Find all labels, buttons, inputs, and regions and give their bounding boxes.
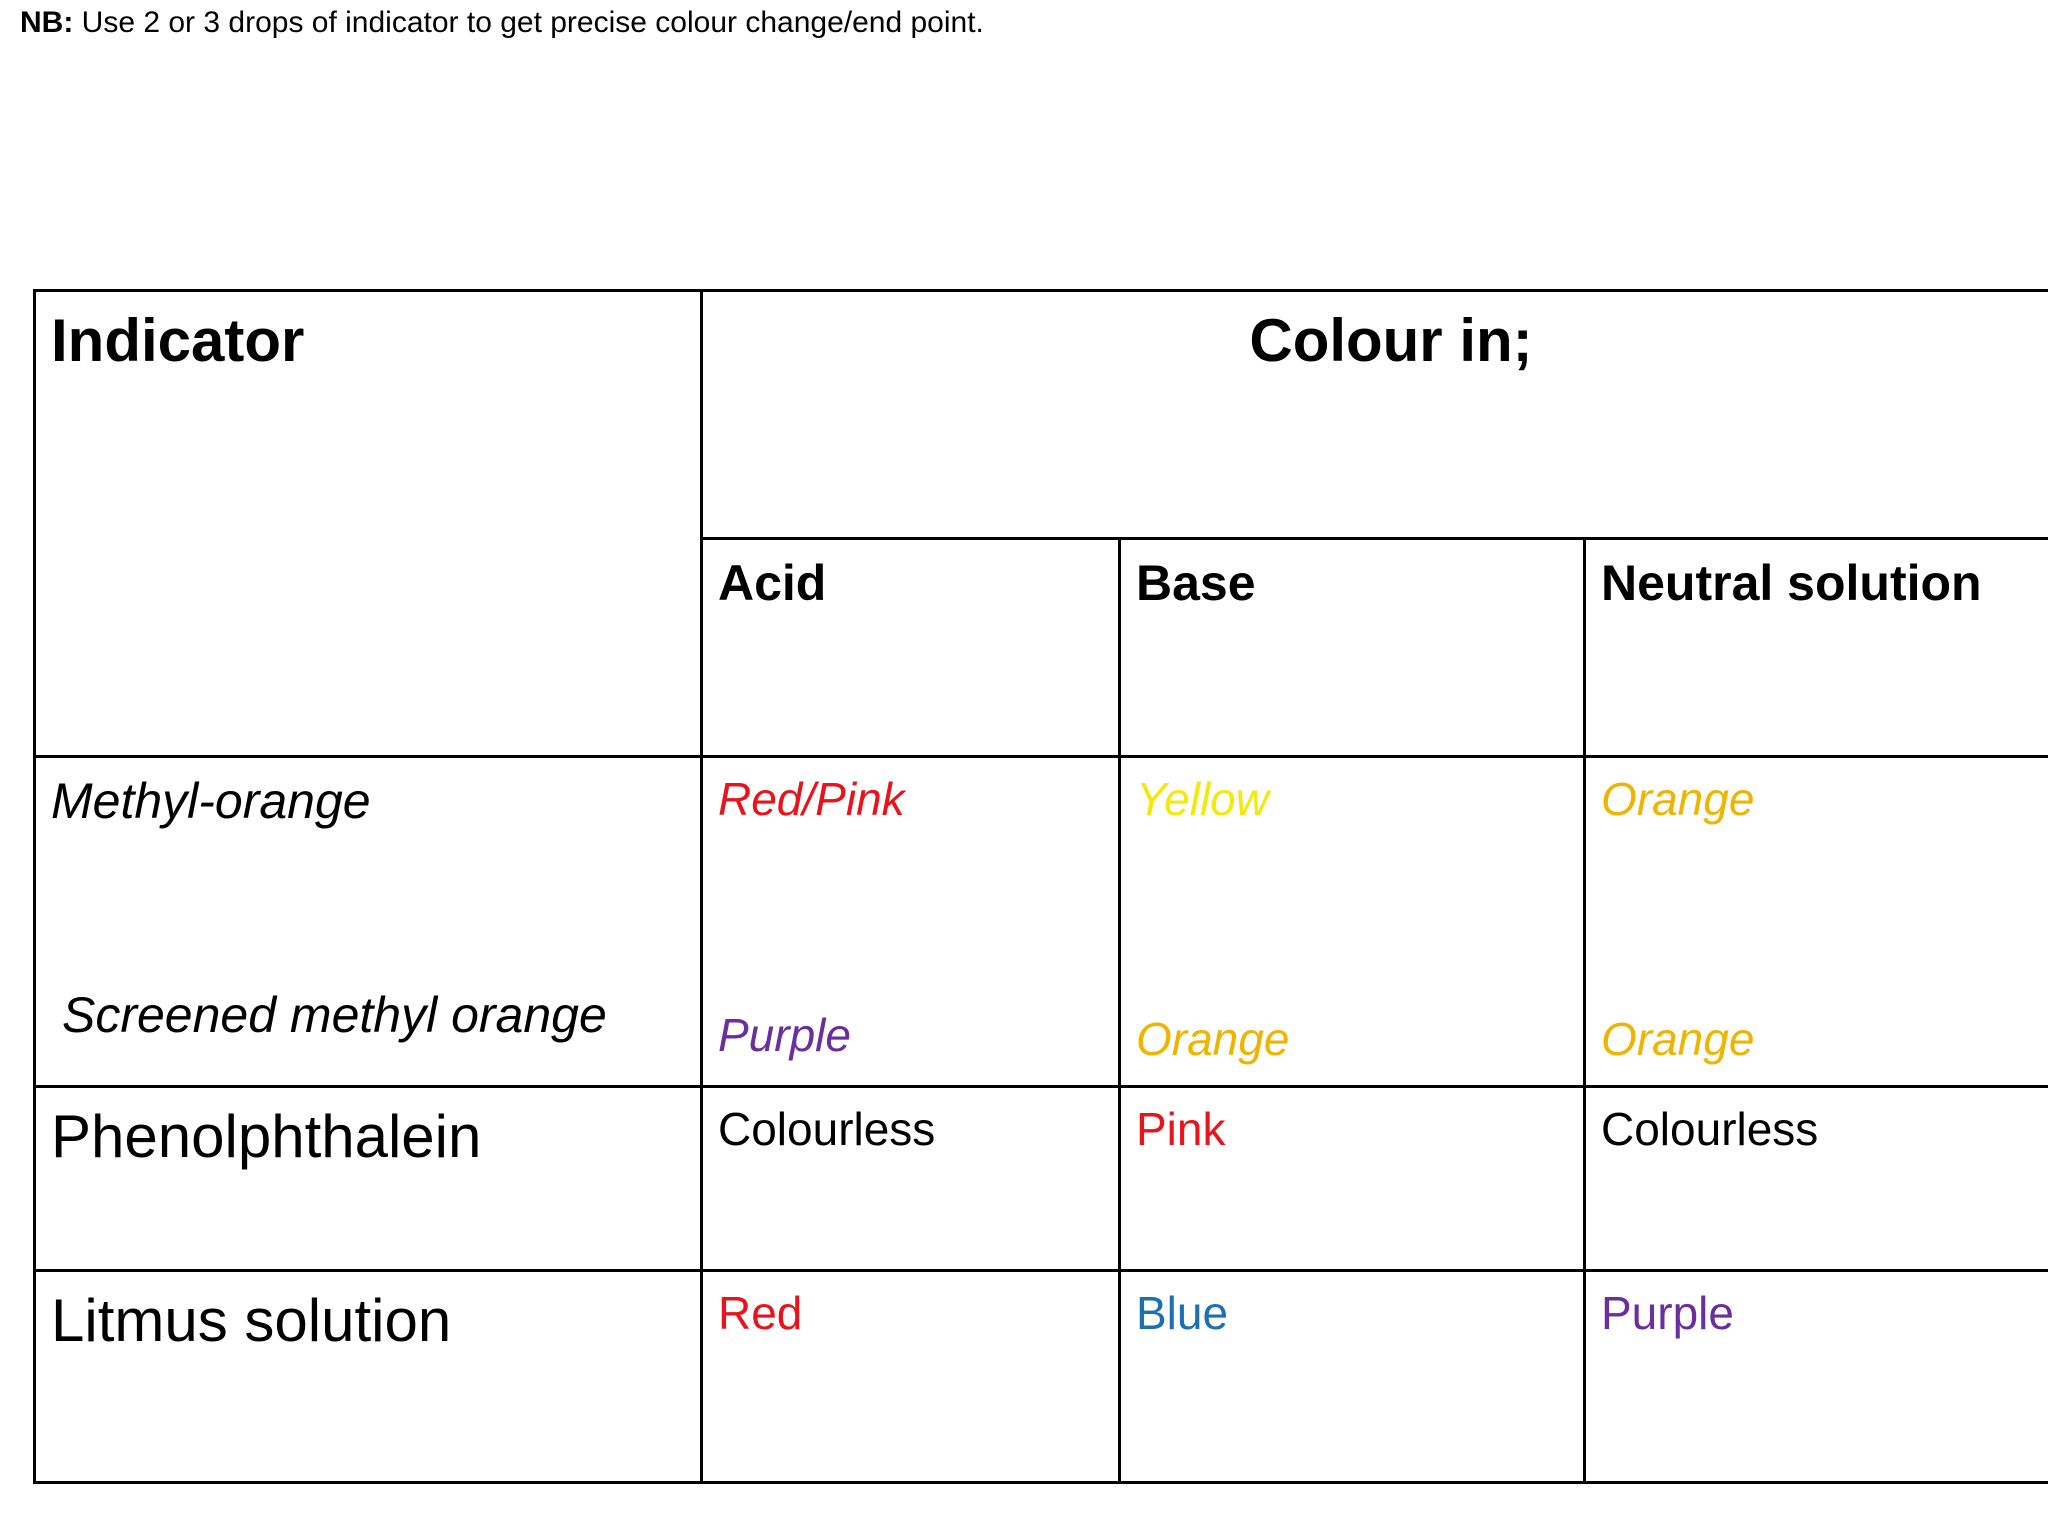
indicator-cell bbox=[35, 1087, 702, 1271]
header-base: Base bbox=[1136, 555, 1256, 611]
neutral-cell bbox=[1585, 1271, 2048, 1483]
indicator-name: Phenolphthalein bbox=[51, 1103, 482, 1170]
acid-cell bbox=[702, 757, 1120, 1087]
indicator-cell bbox=[35, 1271, 702, 1483]
acid-cell bbox=[702, 1271, 1120, 1483]
indicator-name: Litmus solution bbox=[51, 1287, 452, 1354]
indicator-table bbox=[33, 289, 2048, 1484]
header-base-cell bbox=[1120, 539, 1585, 757]
neutral-cell bbox=[1585, 757, 2048, 1087]
base-value: Pink bbox=[1136, 1103, 1226, 1155]
acid-value: Red bbox=[718, 1287, 803, 1339]
acid-value: Red/Pink bbox=[718, 773, 905, 825]
neutral-value: Colourless bbox=[1601, 1103, 1819, 1155]
neutral-value: Purple bbox=[1601, 1287, 1734, 1339]
indicator-cell bbox=[35, 757, 702, 1087]
header-indicator-cell bbox=[35, 291, 702, 757]
neutral-cell bbox=[1585, 1087, 2048, 1271]
indicator-name: Methyl-orange bbox=[51, 773, 371, 829]
base-value: Yellow bbox=[1136, 773, 1269, 825]
acid-cell bbox=[702, 1087, 1120, 1271]
base-value: Orange bbox=[1136, 1013, 1290, 1065]
indicator-name: Screened methyl orange bbox=[62, 987, 607, 1043]
note-prefix: NB: bbox=[20, 6, 74, 39]
acid-value: Colourless bbox=[718, 1103, 936, 1155]
acid-value: Purple bbox=[718, 1009, 851, 1061]
header-colour-in: Colour in; bbox=[1249, 307, 1533, 374]
table-row bbox=[35, 1271, 2048, 1483]
neutral-value: Orange bbox=[1601, 773, 1755, 825]
base-value: Blue bbox=[1136, 1287, 1229, 1339]
header-neutral: Neutral solution bbox=[1601, 555, 1982, 611]
table-row bbox=[35, 757, 2048, 1087]
header-indicator: Indicator bbox=[51, 307, 305, 374]
base-cell bbox=[1120, 757, 1585, 1087]
header-acid-cell bbox=[702, 539, 1120, 757]
header-colour-in-cell bbox=[702, 291, 2048, 539]
base-cell bbox=[1120, 1087, 1585, 1271]
table-row bbox=[35, 1087, 2048, 1271]
header-neutral-cell bbox=[1585, 539, 2048, 757]
header-acid: Acid bbox=[718, 555, 827, 611]
neutral-value: Orange bbox=[1601, 1013, 1755, 1065]
base-cell bbox=[1120, 1271, 1585, 1483]
note-text: Use 2 or 3 drops of indicator to get precise colour change/end point. bbox=[73, 6, 984, 39]
